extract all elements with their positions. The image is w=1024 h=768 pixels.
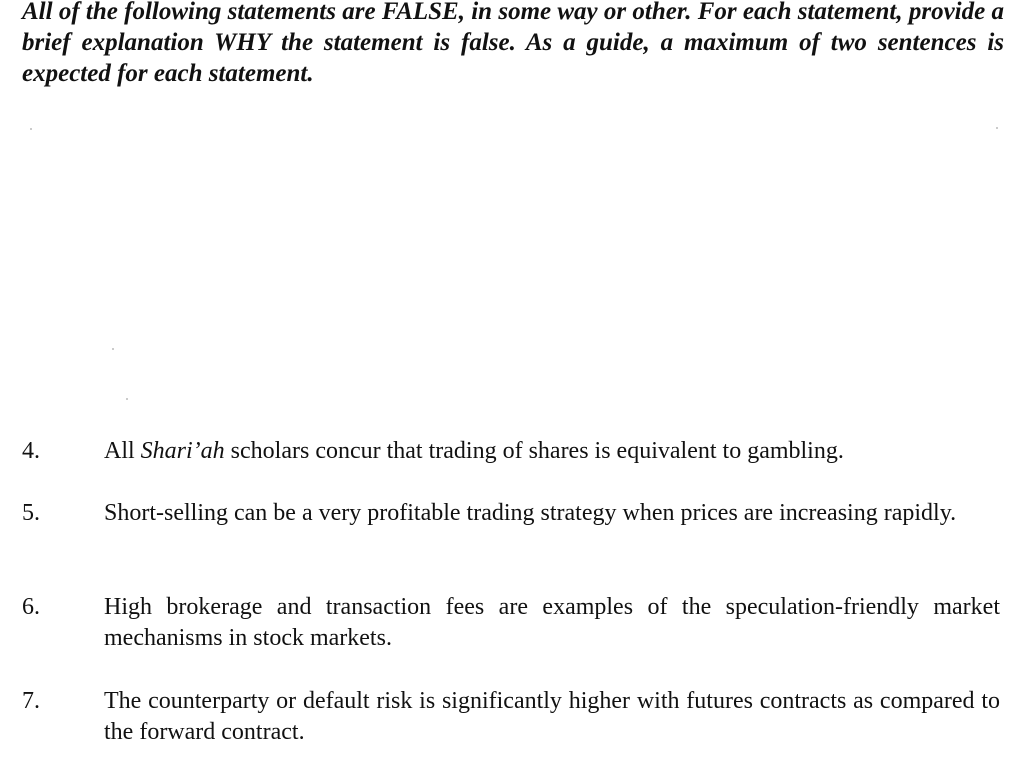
statement-number: 4.	[22, 438, 40, 464]
statement-italic-term: Shari’ah	[140, 438, 225, 464]
statement-text-part: All	[104, 438, 141, 464]
statement-item-4	[22, 436, 1000, 467]
instructions-paragraph: All of the following statements are FALSE, in some way or other. For each statement, provide a brief explanation WHY the statement is false. As a guide, a maximum of two sentences is expected for each statement.	[22, 0, 1004, 87]
statement-number: 7.	[22, 688, 40, 714]
scan-speck	[30, 128, 32, 130]
scan-speck	[996, 127, 998, 129]
statement-text: High brokerage and transaction fees are examples of the speculation-friendly market mechanisms in stock markets.	[104, 594, 1000, 651]
statement-text: The counterparty or default risk is significantly higher with futures contracts as compared to the forward contract.	[104, 688, 1000, 745]
scan-speck	[112, 348, 114, 350]
scan-speck	[126, 398, 128, 400]
statement-item-7	[22, 686, 1000, 748]
statement-text	[104, 436, 1000, 467]
statement-text: Short-selling can be a very profitable trading strategy when prices are increasing rapidly.	[104, 500, 957, 526]
statement-text-part: scholars concur that trading of shares is equivalent to gambling.	[224, 438, 844, 464]
statement-item-6	[22, 592, 1000, 654]
statement-item-5	[22, 498, 1000, 529]
statement-number: 6.	[22, 594, 40, 620]
statement-number: 5.	[22, 500, 40, 526]
